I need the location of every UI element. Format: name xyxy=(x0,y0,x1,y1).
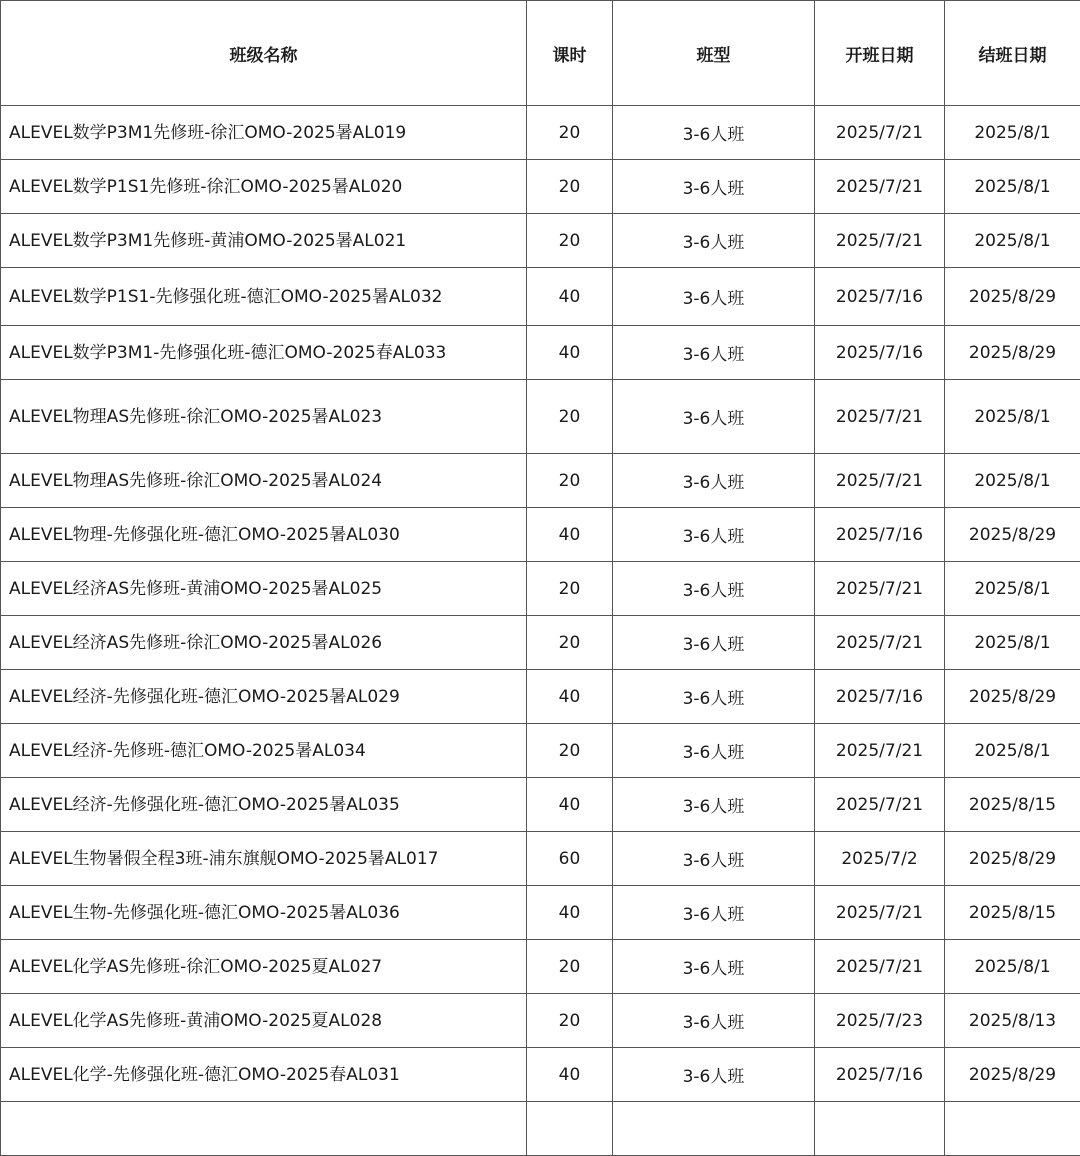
cell-end-date: 2025/8/1 xyxy=(945,940,1080,994)
cell-end-date: 2025/8/13 xyxy=(945,994,1080,1048)
header-hours: 课时 xyxy=(527,1,613,106)
cell-end-date: 2025/8/29 xyxy=(945,508,1080,562)
cell-hours: 40 xyxy=(527,778,613,832)
cell-end-date: 2025/8/29 xyxy=(945,268,1080,326)
cell-class-name: ALEVEL数学P3M1先修班-黄浦OMO-2025暑AL021 xyxy=(1,214,527,268)
table-row xyxy=(1,508,1080,562)
cell-start-date: 2025/7/21 xyxy=(815,160,945,214)
table-header-row xyxy=(1,1,1080,106)
cell-end-date: 2025/8/1 xyxy=(945,616,1080,670)
cell-hours: 20 xyxy=(527,940,613,994)
cell-end-date: 2025/8/1 xyxy=(945,724,1080,778)
cell-start-date: 2025/7/21 xyxy=(815,886,945,940)
cell-start-date: 2025/7/16 xyxy=(815,326,945,380)
cell-class-name: ALEVEL生物-先修强化班-德汇OMO-2025暑AL036 xyxy=(1,886,527,940)
cell-class-type: 3-6人班 xyxy=(613,886,815,940)
cell-class-type: 3-6人班 xyxy=(613,994,815,1048)
cell-end-date: 2025/8/29 xyxy=(945,326,1080,380)
cell-class-name: ALEVEL生物暑假全程3班-浦东旗舰OMO-2025暑AL017 xyxy=(1,832,527,886)
cell-start-date: 2025/7/21 xyxy=(815,562,945,616)
table-row xyxy=(1,1048,1080,1102)
cell-class-type: 3-6人班 xyxy=(613,268,815,326)
table-row-partial xyxy=(1,1102,1080,1156)
cell-class-name: ALEVEL经济AS先修班-徐汇OMO-2025暑AL026 xyxy=(1,616,527,670)
cell-class-type: 3-6人班 xyxy=(613,778,815,832)
cell-end-date: 2025/8/15 xyxy=(945,886,1080,940)
cell-class-name: ALEVEL数学P1S1先修班-徐汇OMO-2025暑AL020 xyxy=(1,160,527,214)
cell-hours: 20 xyxy=(527,380,613,454)
table-row xyxy=(1,160,1080,214)
cell-class-type xyxy=(613,1102,815,1156)
cell-class-name: ALEVEL经济-先修强化班-德汇OMO-2025暑AL035 xyxy=(1,778,527,832)
cell-start-date: 2025/7/21 xyxy=(815,724,945,778)
cell-start-date: 2025/7/23 xyxy=(815,994,945,1048)
cell-end-date: 2025/8/1 xyxy=(945,214,1080,268)
cell-end-date: 2025/8/1 xyxy=(945,160,1080,214)
cell-start-date: 2025/7/16 xyxy=(815,268,945,326)
table-row xyxy=(1,106,1080,160)
cell-end-date: 2025/8/1 xyxy=(945,380,1080,454)
cell-start-date: 2025/7/16 xyxy=(815,670,945,724)
cell-hours: 20 xyxy=(527,724,613,778)
cell-class-name: ALEVEL数学P3M1-先修强化班-德汇OMO-2025春AL033 xyxy=(1,326,527,380)
cell-class-type: 3-6人班 xyxy=(613,160,815,214)
table-row xyxy=(1,454,1080,508)
cell-hours: 20 xyxy=(527,562,613,616)
cell-hours: 40 xyxy=(527,268,613,326)
cell-class-type: 3-6人班 xyxy=(613,106,815,160)
cell-class-name: ALEVEL经济AS先修班-黄浦OMO-2025暑AL025 xyxy=(1,562,527,616)
cell-hours: 40 xyxy=(527,886,613,940)
cell-start-date: 2025/7/2 xyxy=(815,832,945,886)
cell-start-date: 2025/7/16 xyxy=(815,508,945,562)
cell-class-type: 3-6人班 xyxy=(613,454,815,508)
cell-class-type: 3-6人班 xyxy=(613,670,815,724)
header-end-date: 结班日期 xyxy=(945,1,1080,106)
cell-class-type: 3-6人班 xyxy=(613,326,815,380)
cell-class-type: 3-6人班 xyxy=(613,1048,815,1102)
table-row xyxy=(1,778,1080,832)
cell-class-name: ALEVEL经济-先修强化班-德汇OMO-2025暑AL029 xyxy=(1,670,527,724)
cell-start-date: 2025/7/21 xyxy=(815,778,945,832)
cell-class-type: 3-6人班 xyxy=(613,508,815,562)
cell-end-date: 2025/8/29 xyxy=(945,670,1080,724)
cell-class-type: 3-6人班 xyxy=(613,214,815,268)
cell-end-date: 2025/8/29 xyxy=(945,1048,1080,1102)
cell-start-date: 2025/7/21 xyxy=(815,380,945,454)
cell-end-date: 2025/8/29 xyxy=(945,832,1080,886)
cell-class-name: ALEVEL化学AS先修班-徐汇OMO-2025夏AL027 xyxy=(1,940,527,994)
table-row xyxy=(1,670,1080,724)
cell-class-name: ALEVEL经济-先修班-德汇OMO-2025暑AL034 xyxy=(1,724,527,778)
cell-class-type: 3-6人班 xyxy=(613,562,815,616)
cell-end-date xyxy=(945,1102,1080,1156)
cell-start-date: 2025/7/21 xyxy=(815,106,945,160)
cell-hours: 20 xyxy=(527,214,613,268)
cell-start-date: 2025/7/21 xyxy=(815,940,945,994)
table-row xyxy=(1,562,1080,616)
cell-hours: 40 xyxy=(527,508,613,562)
table-row xyxy=(1,832,1080,886)
table-row xyxy=(1,214,1080,268)
cell-class-name: ALEVEL化学-先修强化班-德汇OMO-2025春AL031 xyxy=(1,1048,527,1102)
cell-hours: 20 xyxy=(527,454,613,508)
cell-hours: 20 xyxy=(527,616,613,670)
table-row xyxy=(1,724,1080,778)
cell-class-name: ALEVEL物理AS先修班-徐汇OMO-2025暑AL024 xyxy=(1,454,527,508)
header-class-type: 班型 xyxy=(613,1,815,106)
table-row xyxy=(1,268,1080,326)
cell-class-name: ALEVEL数学P3M1先修班-徐汇OMO-2025暑AL019 xyxy=(1,106,527,160)
cell-start-date xyxy=(815,1102,945,1156)
cell-class-type: 3-6人班 xyxy=(613,832,815,886)
header-start-date: 开班日期 xyxy=(815,1,945,106)
cell-end-date: 2025/8/1 xyxy=(945,454,1080,508)
cell-class-name: ALEVEL物理AS先修班-徐汇OMO-2025暑AL023 xyxy=(1,380,527,454)
cell-class-name xyxy=(1,1102,527,1156)
cell-hours: 40 xyxy=(527,670,613,724)
cell-class-name: ALEVEL化学AS先修班-黄浦OMO-2025夏AL028 xyxy=(1,994,527,1048)
cell-start-date: 2025/7/16 xyxy=(815,1048,945,1102)
cell-hours: 60 xyxy=(527,832,613,886)
cell-hours xyxy=(527,1102,613,1156)
cell-class-type: 3-6人班 xyxy=(613,724,815,778)
table-row xyxy=(1,326,1080,380)
cell-start-date: 2025/7/21 xyxy=(815,214,945,268)
table-row xyxy=(1,994,1080,1048)
cell-class-type: 3-6人班 xyxy=(613,940,815,994)
table-row xyxy=(1,940,1080,994)
table-row xyxy=(1,380,1080,454)
cell-end-date: 2025/8/1 xyxy=(945,106,1080,160)
cell-start-date: 2025/7/21 xyxy=(815,454,945,508)
cell-hours: 20 xyxy=(527,106,613,160)
cell-hours: 20 xyxy=(527,994,613,1048)
cell-class-name: ALEVEL数学P1S1-先修强化班-德汇OMO-2025暑AL032 xyxy=(1,268,527,326)
cell-start-date: 2025/7/21 xyxy=(815,616,945,670)
cell-end-date: 2025/8/1 xyxy=(945,562,1080,616)
cell-hours: 40 xyxy=(527,326,613,380)
cell-class-type: 3-6人班 xyxy=(613,616,815,670)
table-row xyxy=(1,886,1080,940)
cell-class-type: 3-6人班 xyxy=(613,380,815,454)
cell-class-name: ALEVEL物理-先修强化班-德汇OMO-2025暑AL030 xyxy=(1,508,527,562)
table-row xyxy=(1,616,1080,670)
cell-hours: 40 xyxy=(527,1048,613,1102)
cell-hours: 20 xyxy=(527,160,613,214)
cell-end-date: 2025/8/15 xyxy=(945,778,1080,832)
header-class-name: 班级名称 xyxy=(1,1,527,106)
